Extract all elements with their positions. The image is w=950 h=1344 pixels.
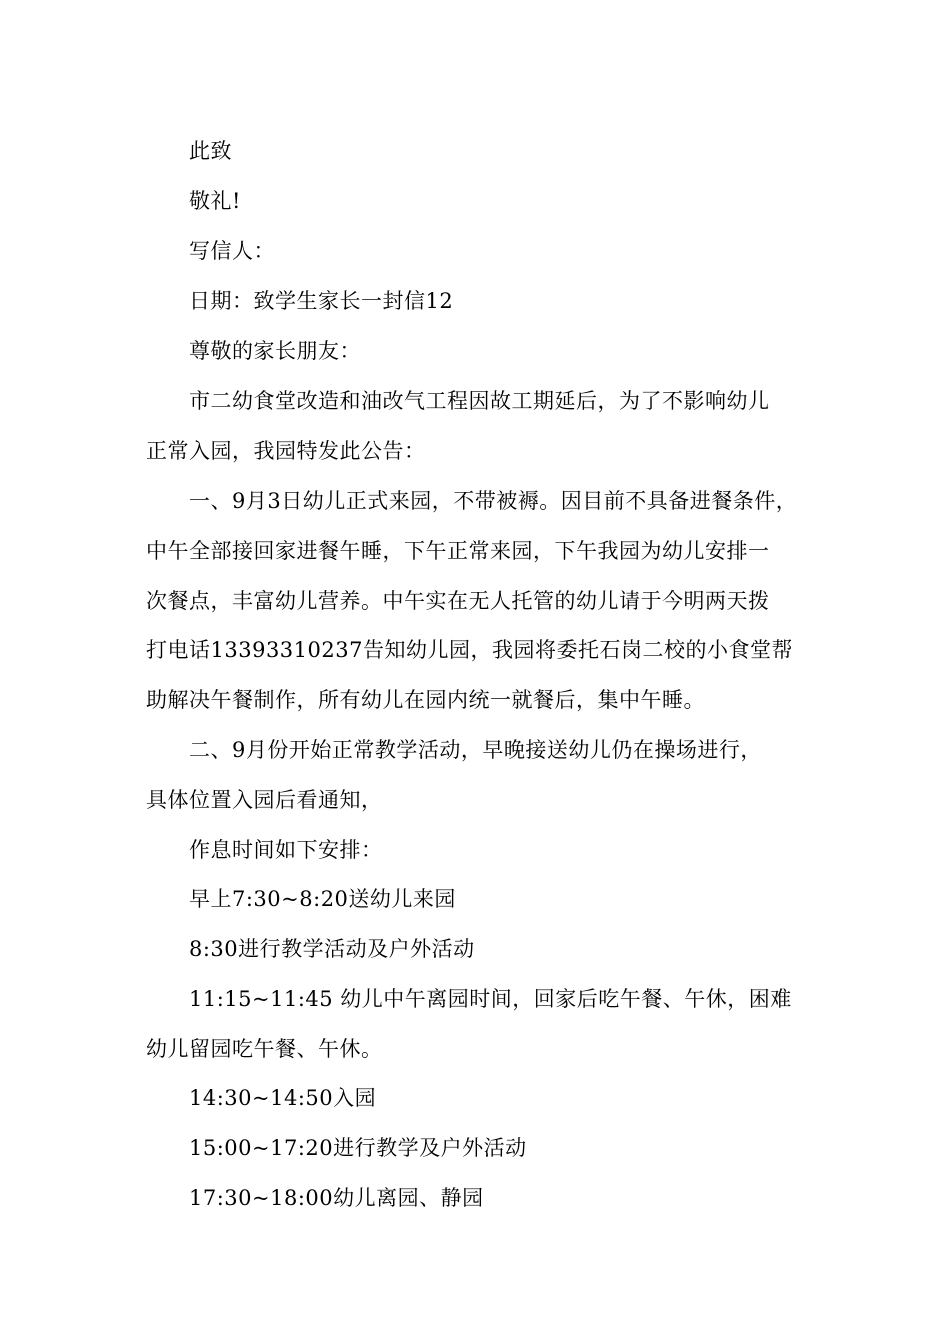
signature-writer: 写信人： [189, 239, 275, 263]
schedule-heading: 作息时间如下安排： [189, 838, 383, 862]
closing-cizhi: 此致 [189, 139, 232, 163]
paragraph-two-line-1: 二、9月份开始正常教学活动，早晚接送幼儿仍在操场进行， [189, 738, 762, 762]
schedule-item-evening-departure: 17:30~18:00幼儿离园、静园 [189, 1186, 484, 1210]
paragraph-intro-line-2: 正常入园，我园特发此公告： [146, 439, 426, 463]
schedule-item-noon-departure-line-2: 幼儿留园吃午餐、午休。 [146, 1037, 383, 1061]
date-line: 日期：致学生家长一封信12 [189, 289, 454, 313]
paragraph-one-line-1: 一、9月3日幼儿正式来园，不带被褥。因目前不具备进餐条件， [189, 489, 798, 513]
schedule-item-noon-departure-line-1: 11:15~11:45 幼儿中午离园时间，回家后吃午餐、午休，困难 [189, 987, 792, 1011]
schedule-item-morning-activity: 8:30进行教学活动及户外活动 [189, 937, 475, 961]
schedule-item-afternoon-activity: 15:00~17:20进行教学及户外活动 [189, 1136, 527, 1160]
schedule-item-morning-arrival: 早上7:30~8:20送幼儿来园 [189, 887, 456, 911]
paragraph-one-line-4: 打电话13393310237告知幼儿园，我园将委托石岗二校的小食堂帮 [146, 638, 793, 662]
paragraph-intro-line-1: 市二幼食堂改造和油改气工程因故工期延后，为了不影响幼儿 [189, 389, 770, 413]
salutation: 尊敬的家长朋友： [189, 339, 361, 363]
paragraph-two-line-2: 具体位置入园后看通知， [146, 788, 383, 812]
paragraph-one-line-5: 助解决午餐制作，所有幼儿在园内统一就餐后，集中午睡。 [146, 688, 705, 712]
closing-jingli: 敬礼! [189, 189, 241, 213]
paragraph-one-line-3: 次餐点，丰富幼儿营养。中午实在无人托管的幼儿请于今明两天拨 [146, 589, 770, 613]
paragraph-one-line-2: 中午全部接回家进餐午睡，下午正常来园，下午我园为幼儿安排一 [146, 539, 770, 563]
schedule-item-afternoon-arrival: 14:30~14:50入园 [189, 1086, 377, 1110]
